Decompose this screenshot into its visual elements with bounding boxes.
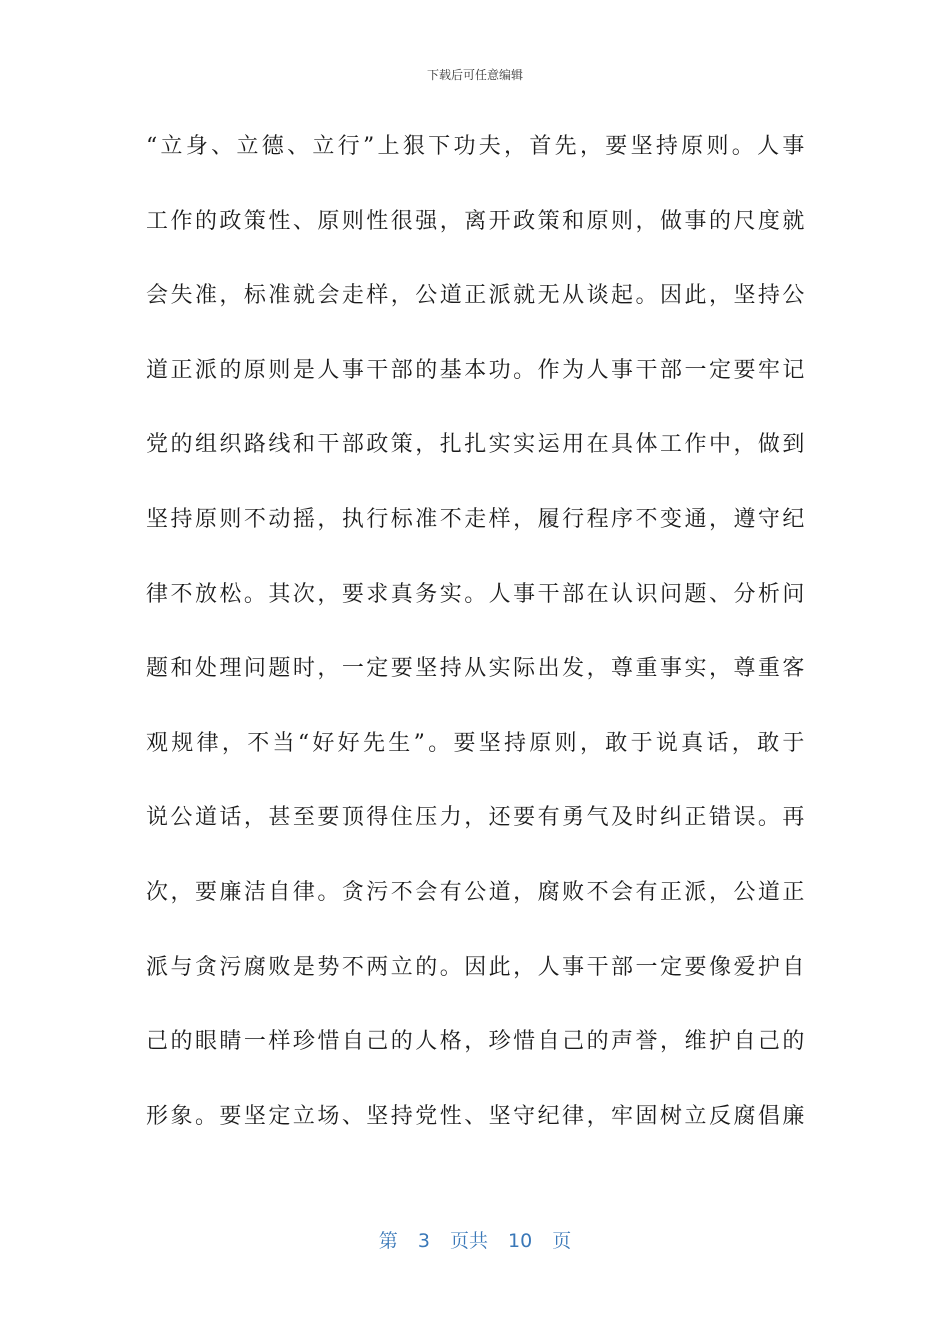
page-number-label: 第 3 页共 10 页 [378,1230,572,1252]
text-line: 次，要廉洁自律。贪污不会有公道，腐败不会有正派，公道正 [146,879,806,905]
text-line: “立身、立德、立行”上狠下功夫，首先，要坚持原则。人事 [146,134,806,159]
text-line: 会失准，标准就会走样，公道正派就无从谈起。因此，坚持公 [146,283,806,309]
text-line: 坚持原则不动摇，执行标准不走样，履行程序不变通，遵守纪 [146,506,806,532]
page-number-footer [0,1226,950,1253]
text-line: 道正派的原则是人事干部的基本功。作为人事干部一定要牢记 [146,357,806,383]
text-line: 观规律，不当“好好先生”。要坚持原则，敢于说真话，敢于 [146,730,806,756]
body-text [146,124,806,1168]
text-line: 己的眼睛一样珍惜自己的人格，珍惜自己的声誉，维护自己的 [146,1029,806,1055]
text-line: 说公道话，甚至要顶得住压力，还要有勇气及时纠正错误。再 [146,805,806,831]
text-line: 律不放松。其次，要求真务实。人事干部在认识问题、分析问 [146,581,806,607]
text-line: 形象。要坚定立场、坚持党性、坚守纪律，牢固树立反腐倡廉 [146,1103,806,1129]
text-line: 党的组织路线和干部政策，扎扎实实运用在具体工作中，做到 [146,432,806,458]
text-line: 工作的政策性、原则性很强，离开政策和原则，做事的尺度就 [146,208,806,234]
text-line: 派与贪污腐败是势不两立的。因此，人事干部一定要像爱护自 [146,954,806,980]
page-header-note: 下载后可任意编辑 [426,68,523,82]
text-line: 题和处理问题时，一定要坚持从实际出发，尊重事实，尊重客 [146,656,806,682]
